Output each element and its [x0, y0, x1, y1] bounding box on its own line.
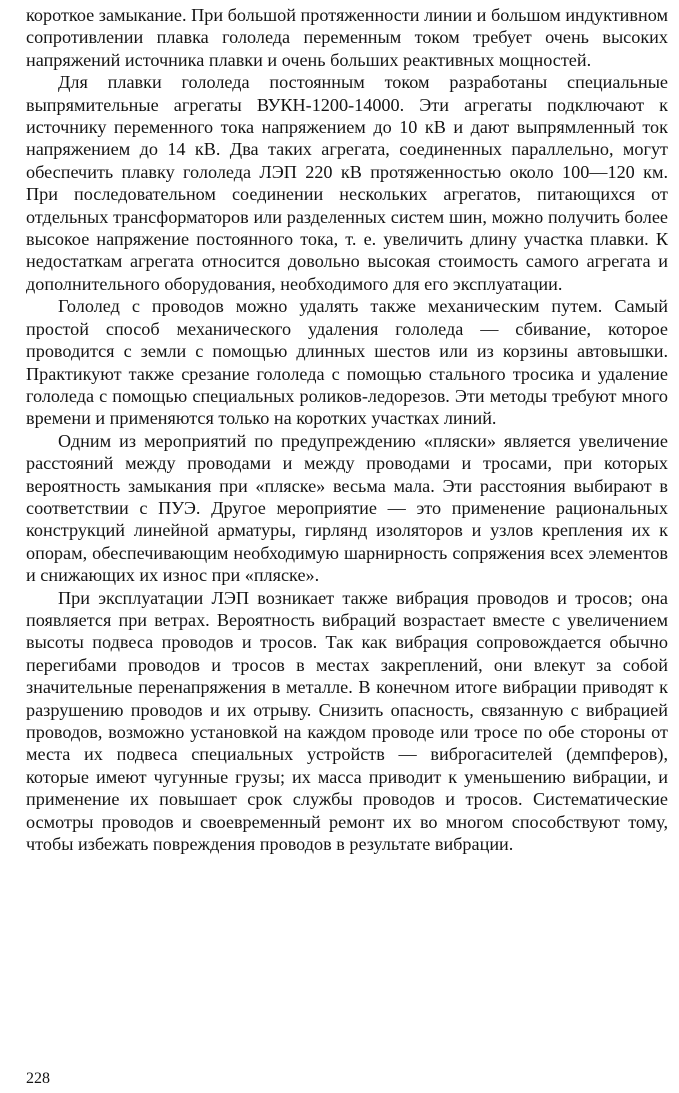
page-body	[26, 4, 668, 855]
paragraph-galloping-prevention: Одним из мероприятий по предупреждению «пляски» является увеличение расстояний между проводами и между проводами и тросами, при которых вероятность замыкания при «пляске» весьма мала. Эти расстояния выбирают в соответствии с ПУЭ. Другое мероприятие — это применение рациональных конструкций линейной арматуры, гирлянд изоляторов и узлов крепления их к опорам, обеспечивающим необходимую шарнирность сопряжения всех элементов и снижающих их износ при «пляске».	[26, 430, 668, 586]
paragraph-mechanical-removal: Гололед с проводов можно удалять также механическим путем. Самый простой способ механического удаления гололеда — сбивание, которое проводится с земли с помощью длинных шестов или из корзины автовышки. Практикуют также срезание гололеда с помощью стального тросика и удаление гололеда с помощью специальных роликов-ледорезов. Эти методы требуют много времени и применяются только на коротких участках линий.	[26, 296, 668, 429]
page-number: 228	[26, 1070, 50, 1087]
paragraph-continuation: короткое замыкание. При большой протяженности линии и большом индуктивном сопротивлении плавка гололеда переменным током требует очень высоких напряжений источника плавки и очень больших реактивных мощностей.	[26, 5, 668, 70]
paragraph-dc-melting: Для плавки гололеда постоянным током разработаны специальные выпрямительные агрегаты ВУКН-1200-14000. Эти агрегаты подключают к источнику переменного тока напряжением до 10 кВ и дают выпрямленный ток напряжением до 14 кВ. Два таких агрегата, соединенных параллельно, могут обеспечить плавку гололеда ЛЭП 220 кВ протяженностью около 100—120 км. При последовательном соединении нескольких агрегатов, питающихся от отдельных трансформаторов или разделенных систем шин, можно получить более высокое напряжение постоянного тока, т. е. увеличить длину участка плавки. К недостаткам агрегата относится довольно высокая стоимость самого агрегата и дополнительного оборудования, необходимого для его эксплуатации.	[26, 72, 668, 294]
paragraph-vibration: При эксплуатации ЛЭП возникает также вибрация проводов и тросов; она появляется при ветрах. Вероятность вибраций возрастает вместе с увеличением высоты подвеса проводов и тросов. Так как вибрация сопровождается обычно перегибами проводов и тросов в местах закреплений, они влекут за собой значительные перенапряжения в металле. В конечном итоге вибрации приводят к разрушению проводов и их отрыву. Снизить опасность, связанную с вибрацией проводов, возможно установкой на каждом проводе или тросе по обе стороны от места их подвеса специальных устройств — виброгасителей (демпферов), которые имеют чугунные грузы; их масса приводит к уменьшению вибрации, и применение их повышает срок службы проводов и тросов. Систематические осмотры проводов и своевременный ремонт их во многом способствуют тому, чтобы избежать повреждения проводов в результате вибрации.	[26, 587, 668, 855]
